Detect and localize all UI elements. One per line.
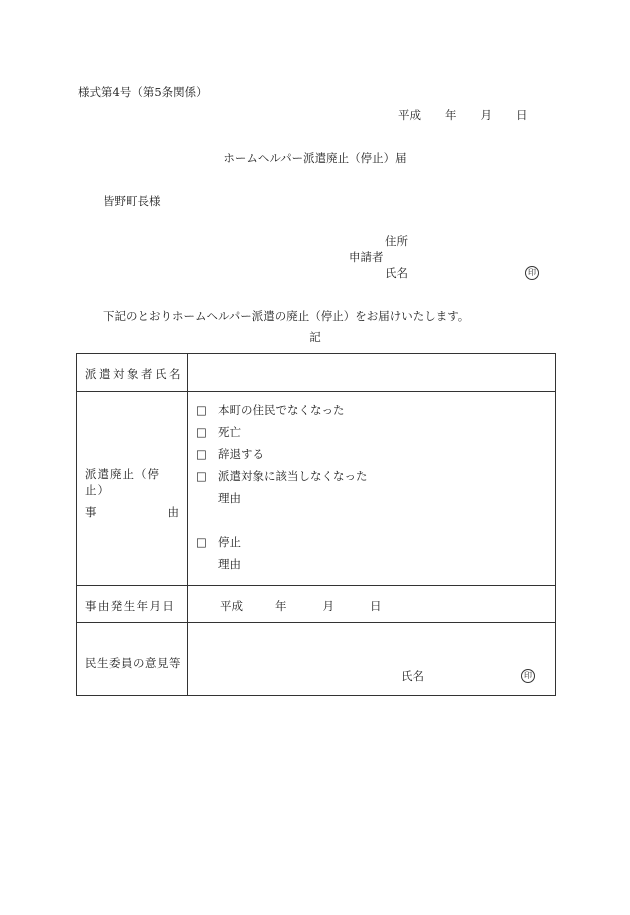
target-name-field[interactable] (188, 354, 556, 392)
option-not-eligible[interactable] (196, 468, 555, 490)
table-row (77, 586, 556, 623)
seal-mark: 印 (521, 669, 535, 683)
date-year: 年 (445, 108, 457, 122)
date-month: 月 (480, 108, 492, 122)
target-name-label: 派遣対象者氏名 (85, 367, 183, 381)
table-row (77, 354, 556, 392)
reason-label-line1: 派遣廃止（停止） (85, 467, 160, 497)
date-day: 日 (370, 599, 382, 613)
occurrence-date-label-cell (77, 586, 188, 623)
option-death[interactable] (196, 424, 555, 446)
option-decline[interactable] (196, 446, 555, 468)
address-label: 住所 (385, 234, 408, 248)
option-label: 本町の住民でなくなった (218, 403, 345, 417)
name-label: 氏名 (385, 266, 408, 280)
commissioner-name-label: 氏名 (401, 669, 424, 683)
option-stop[interactable] (196, 534, 555, 556)
commissioner-opinion-label: 民生委員の意見等 (85, 656, 181, 670)
intro-text: 下記のとおりホームヘルパー派遣の廃止（停止）をお届けいたします。 (103, 309, 470, 323)
target-name-label-cell (77, 354, 188, 392)
checkbox-icon[interactable]: □ (196, 403, 207, 417)
checkbox-icon[interactable]: □ (196, 469, 207, 483)
date-year: 年 (275, 599, 287, 613)
option-label: 派遣対象に該当しなくなった (218, 469, 368, 483)
reason-label-char-2: 由 (167, 505, 179, 519)
applicant-label: 申請者 (349, 250, 384, 264)
checkbox-icon[interactable]: □ (196, 425, 207, 439)
addressee: 皆野町長様 (103, 194, 161, 208)
option-moved-out[interactable] (196, 402, 555, 424)
form-number: 様式第4号（第5条関係） (78, 85, 208, 99)
ki-heading: 記 (309, 330, 321, 344)
date-era: 平成 (220, 599, 243, 613)
reason-label-char-1: 事 (85, 505, 97, 519)
stop-reason-label: 理由 (218, 557, 241, 571)
option-label: 死亡 (218, 425, 241, 439)
commissioner-opinion-label-cell (77, 623, 188, 696)
table-row (77, 392, 556, 586)
date-day: 日 (516, 108, 528, 122)
date-month: 月 (322, 599, 334, 613)
seal-mark: 印 (525, 266, 539, 280)
occurrence-date-field[interactable] (188, 586, 556, 623)
reason-label: 理由 (218, 491, 241, 505)
table-row (77, 623, 556, 696)
checkbox-icon[interactable]: □ (196, 447, 207, 461)
commissioner-opinion-field[interactable] (188, 623, 556, 696)
reason-options-cell (188, 392, 556, 586)
submission-date (398, 107, 528, 123)
document-title: ホームヘルパー派遣廃止（停止）届 (223, 151, 407, 165)
reason-label-cell (77, 392, 188, 586)
date-era: 平成 (398, 108, 421, 122)
option-label: 辞退する (218, 447, 264, 461)
occurrence-date-label: 事由発生年月日 (85, 599, 176, 613)
checkbox-icon[interactable]: □ (196, 535, 207, 549)
form-table (76, 353, 556, 696)
option-label: 停止 (218, 535, 241, 549)
